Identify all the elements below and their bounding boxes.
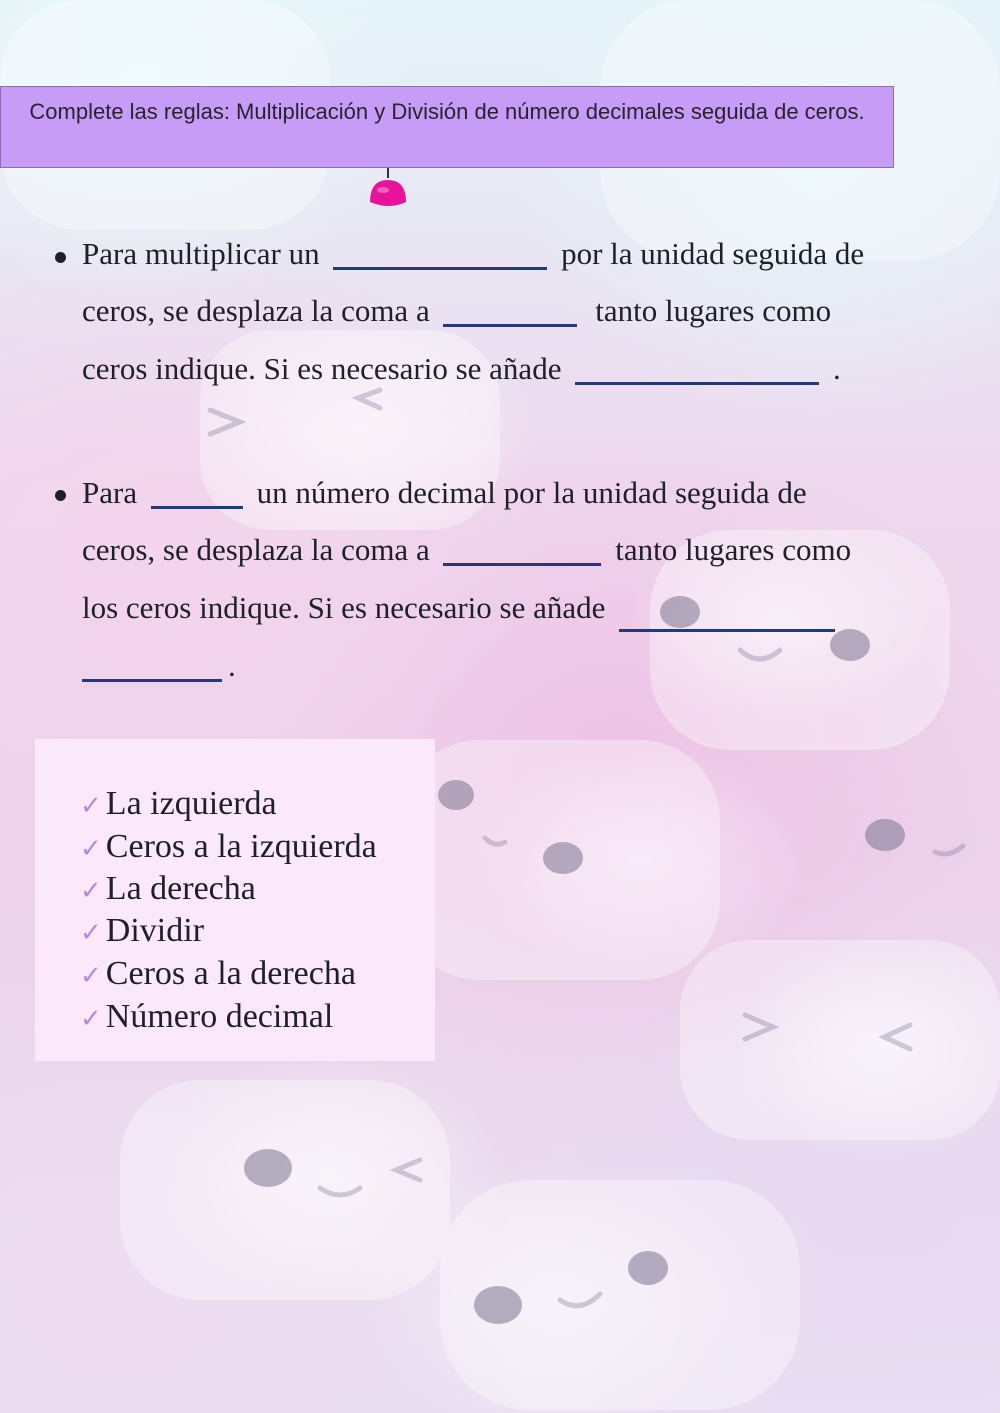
rule-2-line-1 [82,475,807,533]
check-icon: ✓ [80,876,102,906]
answer-blank[interactable] [443,322,577,327]
rule-2-line-4 [82,648,236,706]
answer-blank[interactable] [82,677,222,682]
answer-blank[interactable] [151,504,243,509]
answer-blank[interactable] [619,627,835,632]
check-icon: ✓ [80,791,102,821]
check-icon: ✓ [80,834,102,864]
answer-blank[interactable] [575,380,819,385]
rule-2-line-3 [82,590,841,648]
rule-1-text: Para multiplicar un [82,236,320,271]
rule-1-line-1 [82,236,864,294]
answer-blank[interactable] [443,561,601,566]
title-banner [0,86,894,168]
word-bank-item[interactable]: ✓ Número decimal [80,998,334,1035]
pushpin-icon [365,168,411,214]
rule-2-text: tanto lugares como [615,532,852,567]
answer-blank[interactable] [333,265,547,270]
word-bank-item[interactable]: ✓ La izquierda [80,785,277,822]
rule-1-text: tanto lugares como [595,293,832,328]
check-icon: ✓ [80,1004,102,1034]
rule-2-text: Para [82,475,138,510]
rule-2-line-2 [82,532,851,590]
rule-1-text: ceros, se desplaza la coma a [82,293,430,328]
rule-1-text: . [832,351,841,386]
check-icon: ✓ [80,961,102,991]
rule-1-line-3 [82,351,841,409]
rule-2-text: ceros, se desplaza la coma a [82,532,430,567]
rule-1-text: ceros indique. Si es necesario se añade [82,351,562,386]
word-bank-item[interactable]: ✓ La derecha [80,870,256,907]
word-bank-item[interactable]: ✓ Dividir [80,912,205,949]
rule-1-text: por la unidad seguida de [561,236,865,271]
rule-2-text: un número decimal por la unidad seguida de [256,475,807,510]
word-bank-item[interactable]: ✓ Ceros a la izquierda [80,828,377,865]
rule-2-text: los ceros indique. Si es necesario se añade [82,590,606,625]
rule-1-line-2 [82,293,831,351]
word-bank-item[interactable]: ✓ Ceros a la derecha [80,955,356,992]
check-icon: ✓ [80,918,102,948]
bullet-icon [55,252,66,263]
bullet-icon [55,490,66,501]
page-title: Complete las reglas: Multiplicación y División de número decimales seguida de ceros. [29,99,865,124]
rule-2-text: . [228,648,236,683]
